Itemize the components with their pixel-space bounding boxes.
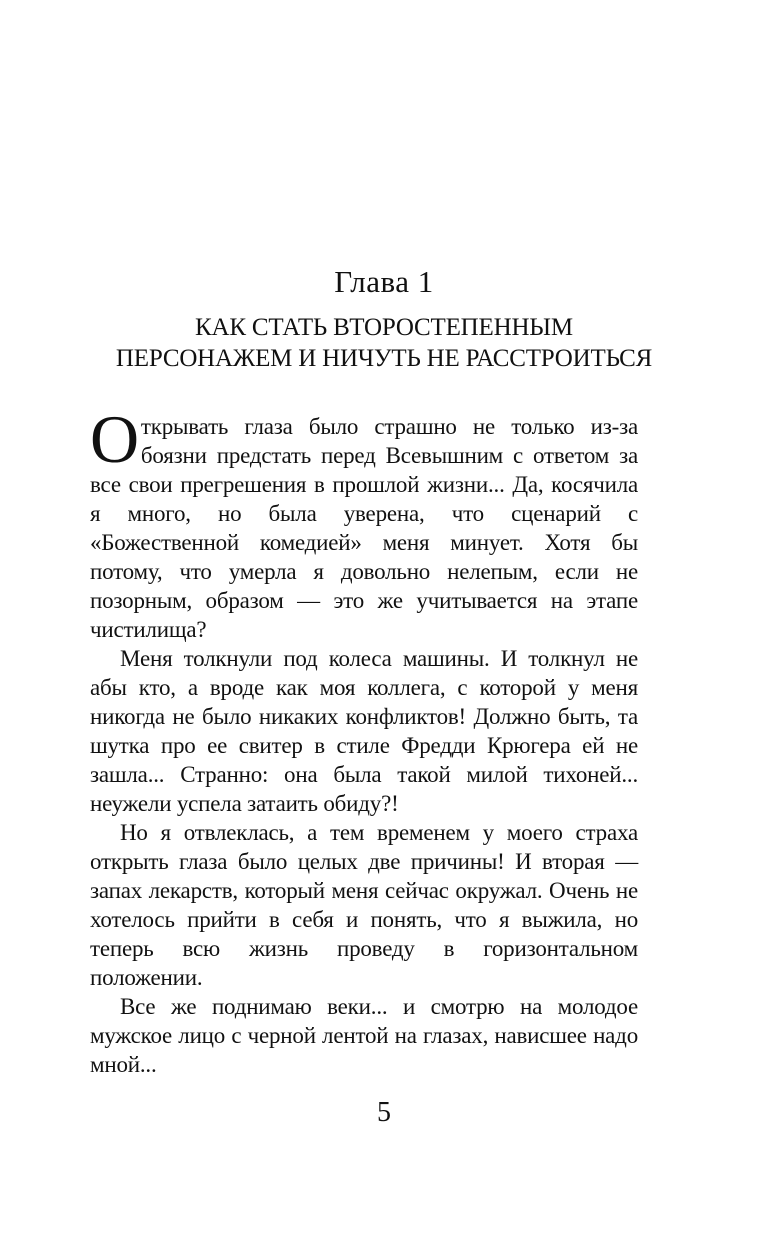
chapter-title-line-2: ПЕРСОНАЖЕМ И НИЧУТЬ НЕ РАССТРОИТЬСЯ <box>115 345 653 372</box>
drop-cap: О <box>90 401 139 477</box>
paragraph-1-text: ткрывать глаза было страшно не только из-за боязни предстать перед Всевышним с ответом за все свои прегрешения в прошлой жизни... Да, косячила я много, но была уверена, что сценарий с «Божественной комедией» меня минует. Хотя бы потому, что умерла я довольно нелепым, если не позорным, образом — это же учитывается на этапе чистилища? <box>90 414 638 642</box>
chapter-title <box>60 312 708 374</box>
paragraph-3: Но я отвлеклась, а тем временем у моего страха открыть глаза было целых две причины! И вторая — запах лекарств, который меня сейчас окружал. Очень не хотелось прийти в себя и понять, что я выжила, но теперь всю жизнь проведу в горизонтальном положении. <box>90 820 638 990</box>
page-number: 5 <box>377 1097 391 1128</box>
chapter-text <box>90 401 638 1079</box>
chapter-number: Глава 1 <box>334 264 434 299</box>
paragraph-1 <box>90 401 638 644</box>
paragraph-2: Меня толкнули под колеса машины. И толкнул не абы кто, а вроде как моя коллега, с которой у меня никогда не было никаких конфликтов! Должно быть, та шутка про ее свитер в стиле Фредди Крюгера ей не зашла... Странно: она была такой милой тихоней... неужели успела затаить обиду?! <box>90 646 638 816</box>
chapter-title-line-1: КАК СТАТЬ ВТОРОСТЕПЕННЫМ <box>195 314 573 341</box>
paragraph-4: Все же поднимаю веки... и смотрю на молодое мужское лицо с черной лентой на глазах, нависшее надо мной... <box>90 994 638 1077</box>
